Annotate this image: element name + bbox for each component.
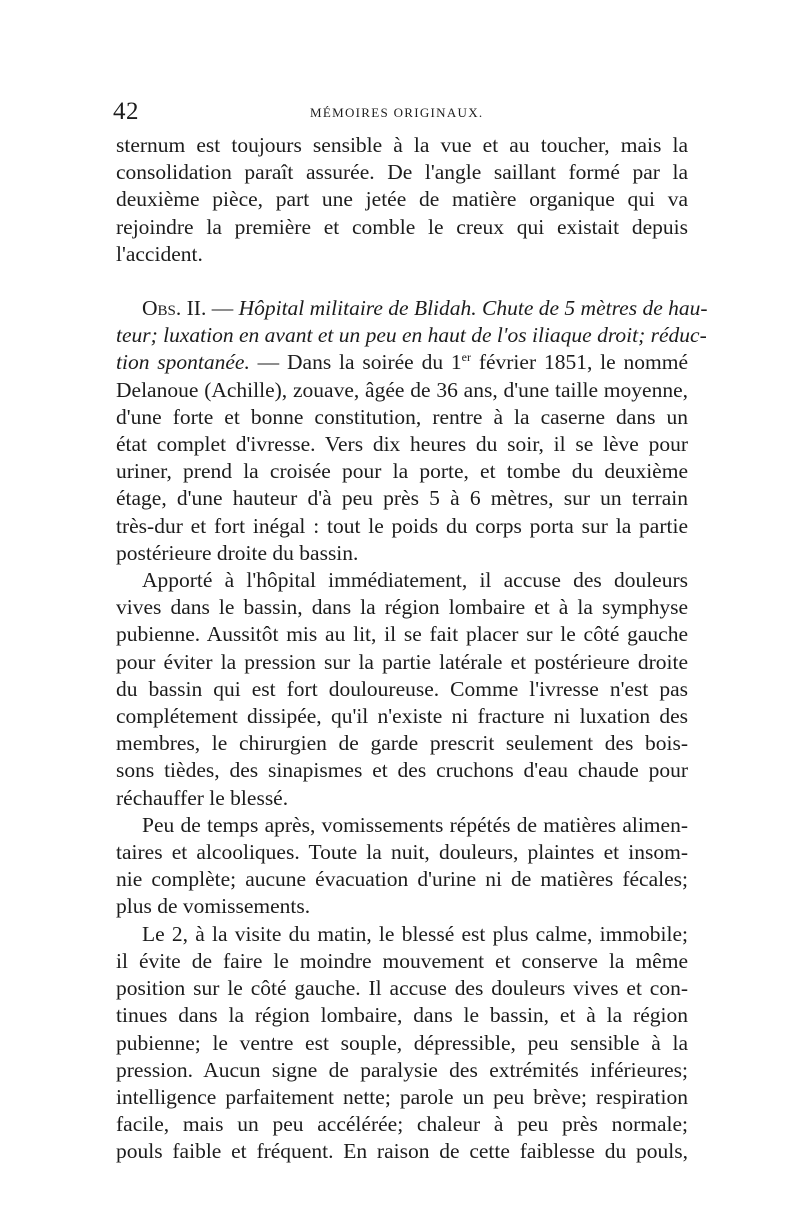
text-line: plus de vomissements. <box>116 894 311 919</box>
ordinal-superscript: er <box>461 350 471 365</box>
running-head: MÉMOIRES ORIGINAUX. <box>310 105 484 120</box>
text-line: pour éviter la pression sur la partie latérale et postérieure droite <box>116 649 688 674</box>
page-header <box>113 98 688 128</box>
text-line: réchauffer le blessé. <box>116 785 289 810</box>
text-line: il évite de faire le moindre mouvement et conserve la même <box>116 948 688 973</box>
observation-title: Hôpital militaire de Blidah. Chute de 5 mètres de hau- <box>238 296 708 321</box>
text-line: étage, d'une hauteur d'à peu près 5 à 6 mètres, sur un terrain <box>116 486 688 511</box>
text-line: état complet d'ivresse. Vers dix heures du soir, il se lève pour <box>116 432 688 457</box>
observation-title-end: tion spontanée. <box>116 350 250 375</box>
text-line: Le 2, à la visite du matin, le blessé est plus calme, immobile; <box>142 921 688 946</box>
text-line: pubienne. Aussitôt mis au lit, il se fait placer sur le côté gauche <box>116 622 688 647</box>
paragraph <box>116 812 688 921</box>
paragraph <box>116 921 688 1166</box>
text-line: pouls faible et fréquent. En raison de cette faiblesse du pouls, <box>116 1139 688 1164</box>
text-line: pubienne; le ventre est souple, dépressible, peu sensible à la <box>116 1030 688 1055</box>
text-line: du bassin qui est fort douloureuse. Comme l'ivresse n'est pas <box>116 676 688 701</box>
observation-date-text-2: février 1851, le nommé <box>470 350 688 375</box>
text-line: sons tièdes, des sinapismes et des cruchons d'eau chaude pour <box>116 758 688 783</box>
observation-title-line <box>116 349 688 376</box>
text-line: Peu de temps après, vomissements répétés de matières alimen- <box>142 812 688 837</box>
text-line: nie complète; aucune évacuation d'urine ni de matières fécales; <box>116 867 688 892</box>
paragraph <box>116 567 688 812</box>
text-line: taires et alcooliques. Toute la nuit, douleurs, plaintes et insom- <box>116 840 688 865</box>
text-line: membres, le chirurgien de garde prescrit seulement des bois- <box>116 731 688 756</box>
paragraph-continuation <box>116 132 688 268</box>
observation-date-text: — Dans la soirée du 1 <box>249 350 462 375</box>
page-number: 42 <box>113 98 139 125</box>
text-line: uriner, prend la croisée pour la porte, et tombe du deuxième <box>116 459 688 484</box>
text-line: sternum est toujours sensible à la vue et au toucher, mais la <box>116 133 688 157</box>
text-line: facile, mais un peu accélérée; chaleur à peu près normale; <box>116 1112 688 1137</box>
observation-label: Obs. II. <box>142 296 207 321</box>
text-line: d'une forte et bonne constitution, rentre à la caserne dans un <box>116 404 688 429</box>
body-text <box>116 132 708 1166</box>
text-line: vives dans le bassin, dans la région lombaire et à la symphyse <box>116 595 688 620</box>
text-line: consolidation paraît assurée. De l'angle saillant formé par la <box>116 160 688 185</box>
text-line: rejoindre la première et comble le creux qui existait depuis <box>116 214 688 239</box>
observation-title-line: teur; luxation en avant et un peu en haut de l'os iliaque droit; réduc- <box>116 323 707 348</box>
text-line: postérieure droite du bassin. <box>116 540 359 565</box>
text-line: Apporté à l'hôpital immédiatement, il accuse des douleurs <box>142 568 688 593</box>
text-line: très-dur et fort inégal : tout le poids du corps porta sur la partie <box>116 513 688 538</box>
text-line: l'accident. <box>116 241 203 266</box>
text-line: deuxième pièce, part une jetée de matière organique qui va <box>116 187 688 212</box>
text-line: complétement dissipée, qu'il n'existe ni fracture ni luxation des <box>116 704 688 729</box>
observation-dash: — <box>206 296 239 321</box>
observation-paragraph <box>116 295 708 567</box>
observation-heading-line <box>116 295 708 322</box>
text-line: pression. Aucun signe de paralysie des extrémités inférieures; <box>116 1057 688 1082</box>
text-line: intelligence parfaitement nette; parole un peu brève; respiration <box>116 1084 688 1109</box>
text-line: Delanoue (Achille), zouave, âgée de 36 ans, d'une taille moyenne, <box>116 377 688 402</box>
text-line: position sur le côté gauche. Il accuse des douleurs vives et con- <box>116 976 688 1001</box>
text-line: tinues dans la région lombaire, dans le bassin, et à la région <box>116 1003 688 1028</box>
